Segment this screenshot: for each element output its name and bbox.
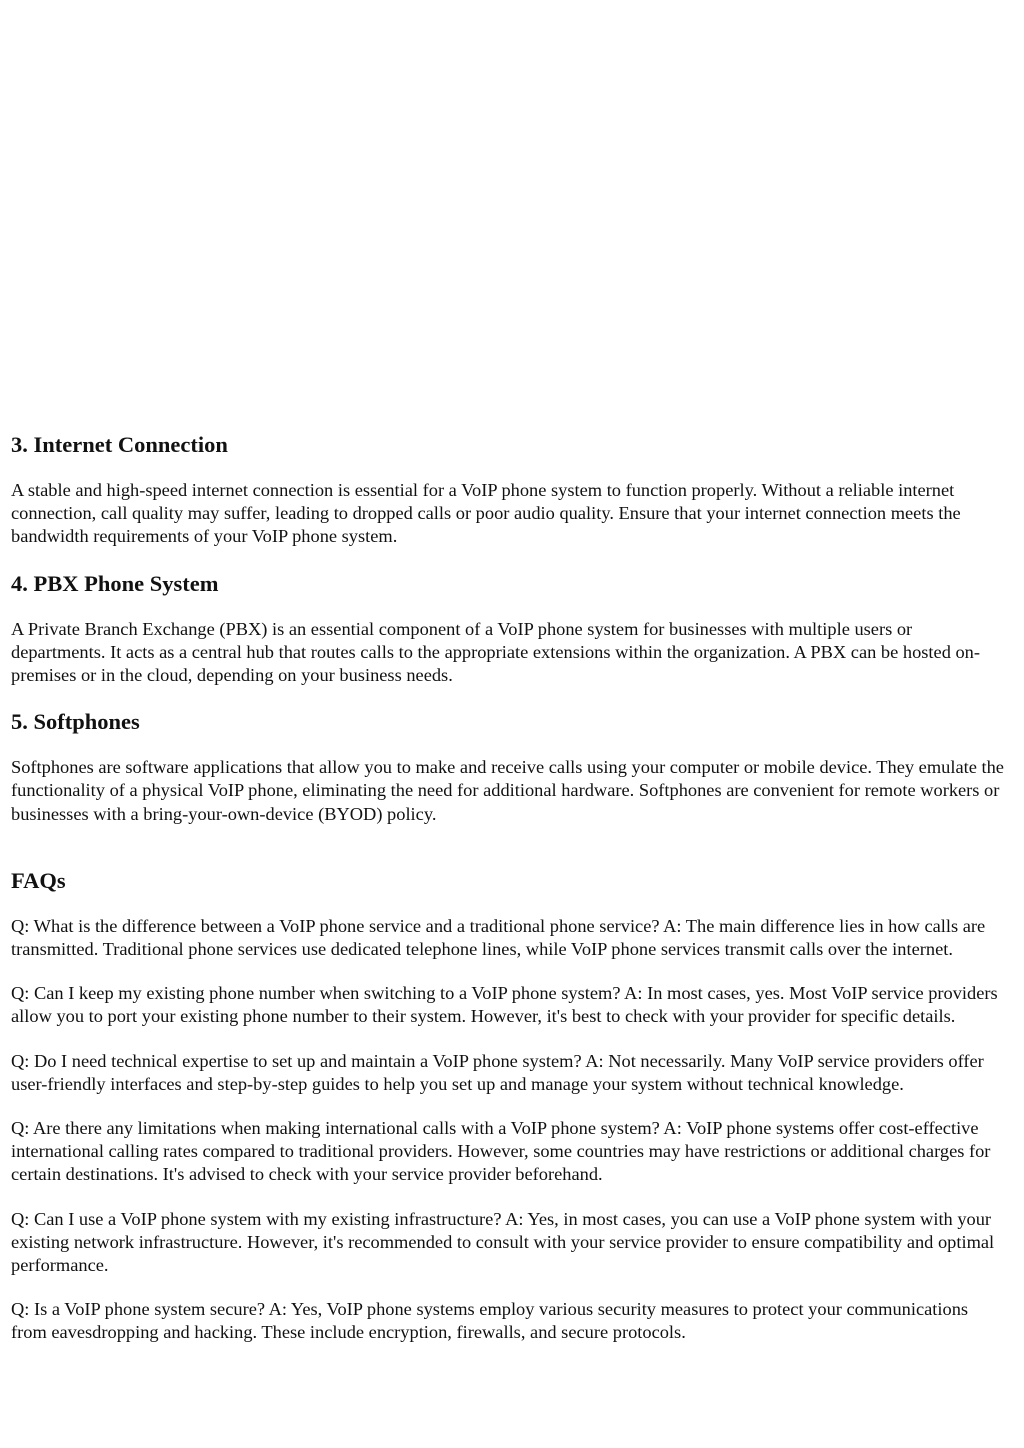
document-content: [11, 430, 1007, 1366]
faq-item: Q: Is a VoIP phone system secure? A: Yes, VoIP phone systems employ various security measures to protect your communications from eavesdropping and hacking. These include encryption, firewalls, and secure protocols.: [11, 1299, 969, 1343]
section-heading: 4. PBX Phone System: [11, 570, 219, 596]
section-paragraph: Softphones are software applications that allow you to make and receive calls using your computer or mobile device. They emulate the functionality of a physical VoIP phone, eliminating the need for additional hardware. Softphones are convenient for remote workers or businesses with a bring-your-own-device (BYOD) policy.: [11, 757, 1004, 824]
faq-item: Q: What is the difference between a VoIP phone service and a traditional phone service? A: The main difference lies in how calls are transmitted. Traditional phone services use dedicated telephone lines, while VoIP phone services transmit calls over the internet.: [11, 915, 986, 960]
section-pbx-phone-system: [11, 569, 1007, 688]
section-heading: 3. Internet Connection: [11, 432, 228, 457]
faq-item: Q: Can I use a VoIP phone system with my existing infrastructure? A: Yes, in most cases, you can use a VoIP phone system with your existing network infrastructure. However, it's recommended to consult with your service provider to ensure compatibility and optimal performance.: [11, 1208, 995, 1276]
section-paragraph: A Private Branch Exchange (PBX) is an essential component of a VoIP phone system for businesses with multiple users or departments. It acts as a central hub that routes calls to the appropriate extensions within the organization. A PBX can be hosted on-premises or in the cloud, depending on your business needs.: [11, 618, 981, 686]
faq-heading: FAQs: [11, 867, 66, 893]
faq-item: Q: Are there any limitations when making international calls with a VoIP phone system? A: VoIP phone systems offer cost-effective international calling rates compared to traditional providers. However, some countries may have restrictions or additional charges for certain destinations. It's advised to check with your service provider beforehand.: [11, 1118, 991, 1185]
section-internet-connection: [11, 430, 1007, 549]
faq-section: [11, 866, 1007, 1345]
faq-item: Q: Do I need technical expertise to set up and maintain a VoIP phone system? A: Not necessarily. Many VoIP service providers offer user-friendly interfaces and step-by-step guides to help you set up and manage your system without technical knowledge.: [11, 1050, 984, 1094]
faq-item: Q: Can I keep my existing phone number when switching to a VoIP phone system? A: In most cases, yes. Most VoIP service providers allow you to port your existing phone number to their system. However, it's best to check with your provider for specific details.: [11, 983, 998, 1027]
section-softphones: [11, 707, 1007, 826]
section-paragraph: A stable and high-speed internet connection is essential for a VoIP phone system to function properly. Without a reliable internet connection, call quality may suffer, leading to dropped calls or poor audio quality. Ensure that your internet connection meets the bandwidth requirements of your VoIP phone system.: [11, 480, 961, 547]
section-heading: 5. Softphones: [11, 709, 140, 735]
